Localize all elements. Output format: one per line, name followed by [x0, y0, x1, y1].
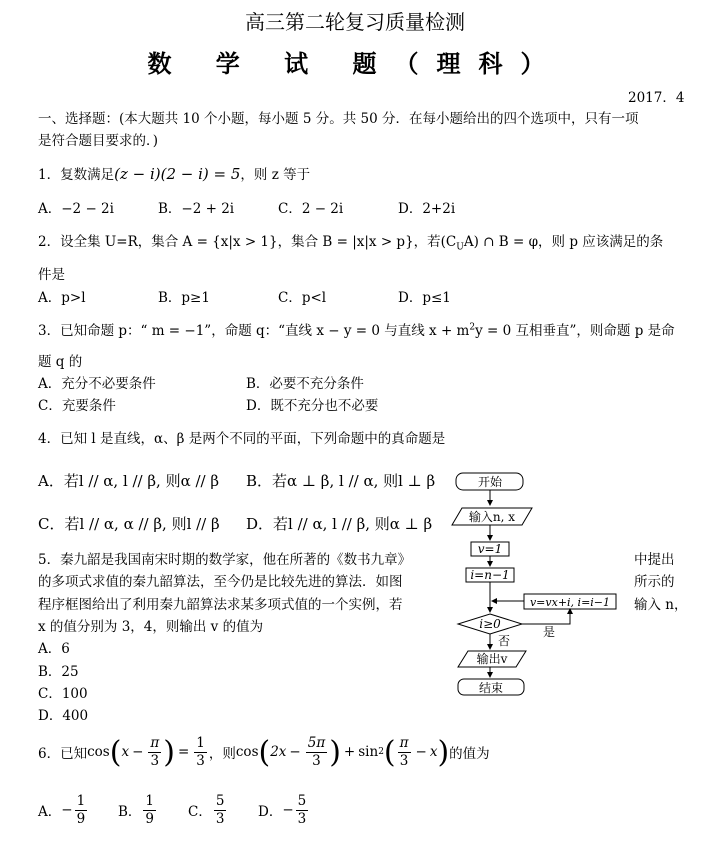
q1-option-c: C．2 − 2i — [278, 201, 344, 217]
q3-option-c: C．充要条件 — [38, 398, 116, 414]
q5-side-text2: 所示的 — [634, 574, 675, 590]
flow-end-label: 结束 — [478, 681, 504, 695]
q6-frac-pi-3b: $\frac{\pi}{3}$ — [399, 734, 409, 769]
q3-option-d: D．既不充分也不必要 — [246, 398, 379, 414]
q6-frac-5pi-3: $\frac{5\pi}{3}$ — [307, 734, 326, 769]
q6-option-d-frac: $\frac{5}{3}$ — [297, 792, 307, 827]
q4-option-a: A．若l // α, l // β, 则α // β — [38, 472, 220, 490]
q5-stem-line1: 5．秦九韶是我国南宋时期的数学家，他在所著的《数书九章》 — [38, 552, 412, 568]
q1-option-b: B．−2 + 2i — [158, 201, 235, 217]
q2-subscript: U — [456, 242, 464, 253]
q2-stem-text-end: A) ∩ B = φ，则 p 应该满足的条 — [463, 234, 664, 250]
q2-option-c: C．p<l — [278, 290, 327, 306]
q6-paren-close: ) — [163, 734, 175, 770]
q4-option-b: B．若α ⊥ β, l // α, 则l ⊥ β — [246, 472, 436, 490]
q6-minus-2: − — [289, 744, 301, 760]
q1-expression: (z − i)(2 − i) = 5 — [114, 165, 241, 183]
q6-stem-post: 的值为 — [449, 746, 490, 762]
q6-paren-close-3: ) — [437, 734, 450, 770]
q2-option-a: A．p>l — [38, 290, 86, 306]
flow-v-init-label: v=1 — [477, 542, 503, 556]
q6-var-x: x — [121, 744, 130, 760]
exam-subtitle: 数 学 试 题（理科） — [147, 49, 563, 78]
q6-cos-2: cos — [235, 744, 259, 760]
flow-decision-label: i≥0 — [479, 617, 501, 631]
q6-frac-pi-3: $\frac{\pi}{3}$ — [150, 734, 160, 769]
q5-option-a: A．6 — [38, 641, 70, 657]
q5-side-text3: 输入 n， — [634, 597, 688, 613]
q6-option-a-frac: $\frac{1}{9}$ — [76, 792, 86, 827]
flow-input-label: 输入n, x — [468, 510, 516, 524]
q6-var-x-2: x — [429, 744, 438, 760]
q4-stem: 4．已知 l 是直线，α、β 是两个不同的平面，下列命题中的真命题是 — [38, 431, 446, 447]
q6-sin: sin — [358, 744, 379, 760]
section-instructions-line2: 是符合题目要求的．) — [38, 133, 159, 149]
q5-side-text1: 中提出 — [634, 552, 675, 568]
q6-stem-mid: ，则 — [208, 746, 236, 762]
q5-option-c: C．100 — [38, 686, 88, 702]
q6-cos: cos — [87, 744, 110, 760]
q5-option-b: B．25 — [38, 664, 79, 680]
q6-plus: + — [343, 744, 356, 760]
q6-stem — [38, 732, 490, 772]
q3-superscript: 2 — [469, 322, 476, 333]
q4-option-d: D．若l // α, l // β, 则α ⊥ β — [246, 515, 433, 533]
q2-option-d: D．p≤1 — [398, 290, 451, 306]
q2-stem-line1 — [38, 230, 663, 253]
flow-update-label: v=vx+i, i=i−1 — [529, 596, 611, 609]
q4-option-c: C．若l // α, α // β, 则l // β — [38, 515, 220, 533]
q2-stem-line2: 件是 — [38, 267, 65, 283]
q3-option-a: A．充分不必要条件 — [38, 376, 156, 392]
q6-paren-close-2: ) — [329, 734, 341, 770]
q5-stem-line2: 的多项式求值的秦九韶算法，至今仍是比较先进的算法．如图 — [38, 574, 403, 590]
q6-paren-open-2: ( — [258, 734, 271, 770]
q6-2x: 2x — [270, 744, 287, 760]
q3-stem-line1 — [38, 319, 675, 339]
q6-option-b-frac: $\frac{1}{9}$ — [145, 792, 155, 827]
q1-option-a: A．−2 − 2i — [38, 201, 114, 217]
qinjiushao-flowchart — [440, 468, 640, 700]
q6-option-b: B． $\frac{1}{9}$ — [118, 792, 155, 827]
q6-stem-pre: 6．已知 — [38, 746, 88, 762]
q3-option-b: B．必要不充分条件 — [246, 376, 364, 392]
flow-start-label: 开始 — [477, 475, 503, 489]
q6-frac-1-3: $\frac{1}{3}$ — [196, 734, 205, 769]
q6-equals: = — [177, 744, 190, 760]
q1-stem-post: ，则 z 等于 — [240, 167, 311, 183]
flow-no-label: 否 — [497, 634, 511, 648]
flow-i-init-label: i=n−1 — [470, 568, 510, 582]
q6-paren-open-3: ( — [383, 734, 396, 770]
q6-minus-3: − — [415, 744, 427, 760]
q3-stem-line2: 题 q 的 — [38, 354, 83, 370]
q6-option-c: C． $\frac{5}{3}$ — [188, 792, 225, 827]
exam-date: 2017．4 — [628, 90, 685, 106]
flow-output-label: 输出v — [476, 652, 508, 666]
q6-paren-open: ( — [109, 734, 122, 770]
q6-option-c-frac: $\frac{5}{3}$ — [215, 792, 225, 827]
q1-stem — [38, 163, 310, 183]
q5-stem-line4: x 的值分别为 3，4，则输出 v 的值为 — [38, 619, 264, 635]
section-instructions-line1: 一、选择题：(本大题共 10 个小题，每小题 5 分。共 50 分．在每小题给出的四个选项中，只有一项 — [38, 111, 639, 127]
exam-title: 高三第二轮复习质量检测 — [245, 10, 465, 34]
q2-stem-text: 2．设全集 U=R，集合 A = {x|x > 1}，集合 B = |x|x > p}，若(C — [38, 234, 457, 250]
q6-option-a: A． − $\frac{1}{9}$ — [38, 792, 86, 827]
q6-sin-square: 2 — [378, 747, 384, 757]
q6-option-d: D． − $\frac{5}{3}$ — [258, 792, 307, 827]
q3-stem-text-a: 3．已知命题 p：“ m = −1”，命题 q：“直线 x − y = 0 与直线 x + m — [38, 323, 470, 339]
q2-option-b: B．p≥1 — [158, 290, 210, 306]
q5-stem-line3: 程序框图给出了利用秦九韶算法求某多项式值的一个实例，若 — [38, 597, 403, 613]
q1-option-d: D．2+2i — [398, 201, 456, 217]
flow-yes-label: 是 — [542, 625, 556, 639]
q3-stem-text-b: y = 0 互相垂直”，则命题 p 是命 — [475, 323, 675, 339]
q6-minus: − — [132, 744, 144, 760]
q5-option-d: D．400 — [38, 708, 89, 724]
q1-stem-pre: 1．复数满足 — [38, 167, 115, 183]
